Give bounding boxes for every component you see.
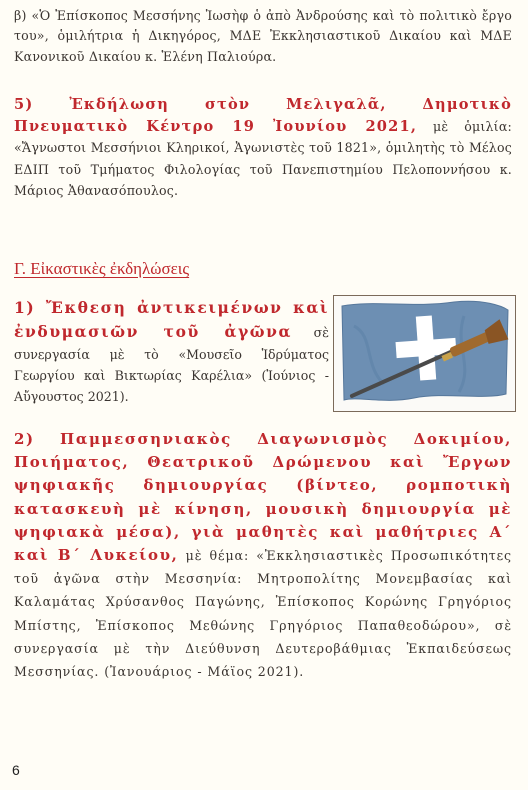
page-number: 6 [12, 762, 20, 778]
event-5-text: μὲ ὁμιλία: «Ἄγνωστοι Μεσσήνιοι Κληρικοί, Ἀγωνιστὲς τοῦ 1821», ὁμιλητὴς τὸ Μέλος ΕΔΙΠ τοῦ Τμήματος Φιλολογίας τοῦ Πανεπιστημίου Πελοποννήσου κ. Μάριος Ἀθανασόπουλος. [14, 118, 512, 199]
item-1-paragraph [14, 296, 329, 407]
item-1-title: 1) Ἔκθεση ἀντικειμένων καὶ ἐνδυμασιῶν τοῦ ἀγῶνα [14, 298, 329, 341]
intro-text: β) «Ὁ Ἐπίσκοπος Μεσσήνης Ἰωσὴφ ὁ ἀπὸ Ἀνδρούσης καὶ τὸ πολιτικὸ ἔργο του», ὁμιλήτρια ἡ Δικηγόρος, ΜΔΕ Ἐκκλησιαστικοῦ Δικαίου καὶ ΜΔΕ Κανονικοῦ Δικαίου κ. Ἑλένη Παλιούρα. [14, 8, 512, 64]
item-2-paragraph [14, 428, 512, 683]
item-2-title: 2) Παμμεσσηνιακὸς Διαγωνισμὸς Δοκιμίου, Ποιήματος, Θεατρικοῦ Δρώμενου καὶ Ἔργων ψηφιακῆς δημιουργίας (βίντεο, ρομποτικὴ κατασκευὴ μὲ κίνηση, μουσικὴ δημιουργία μὲ ψηφιακὰ μέσα), γιὰ μαθητὲς καὶ μαθήτριες Α΄ καὶ Β΄ Λυκείου, [14, 430, 512, 565]
section-heading: Γ. Εἰκαστικὲς ἐκδηλώσεις [14, 259, 190, 278]
flag-and-musket-image [333, 295, 516, 412]
intro-paragraph [14, 6, 512, 67]
item-1-text: σὲ συνεργασία μὲ τὸ «Μουσεῖο Ἱδρύματος Γεωργίου καὶ Βικτωρίας Καρέλια» (Ἰούνιος - Αὔγουστος 2021). [14, 325, 329, 404]
item-2-text: μὲ θέμα: «Ἐκκλησιαστικὲς Προσωπικότητες τοῦ ἀγῶνα στὴν Μεσσηνία: Μητροπολίτης Μονεμβασίας καὶ Καλαμάτας Χρύσανθος Παγώνης, Ἐπίσκοπος Κορώνης Γρηγόριος Μπίστης, Ἐπίσκοπος Μεθώνης Γρηγόριος Παπαθεοδώρου», σὲ συνεργασία μὲ τὴν Διεύθυνση Δευτεροβάθμιας Ἐκπαιδεύσεως Μεσσηνίας. (Ἰανουάριος - Μάϊος 2021). [14, 548, 513, 680]
event-5-title: 5) Ἐκδήλωση στὸν Μελιγαλᾶ, Δημοτικὸ Πνευματικὸ Κέντρο 19 Ἰουνίου 2021, [14, 96, 512, 135]
event-5-paragraph [14, 94, 512, 202]
flag-illustration [334, 296, 515, 411]
